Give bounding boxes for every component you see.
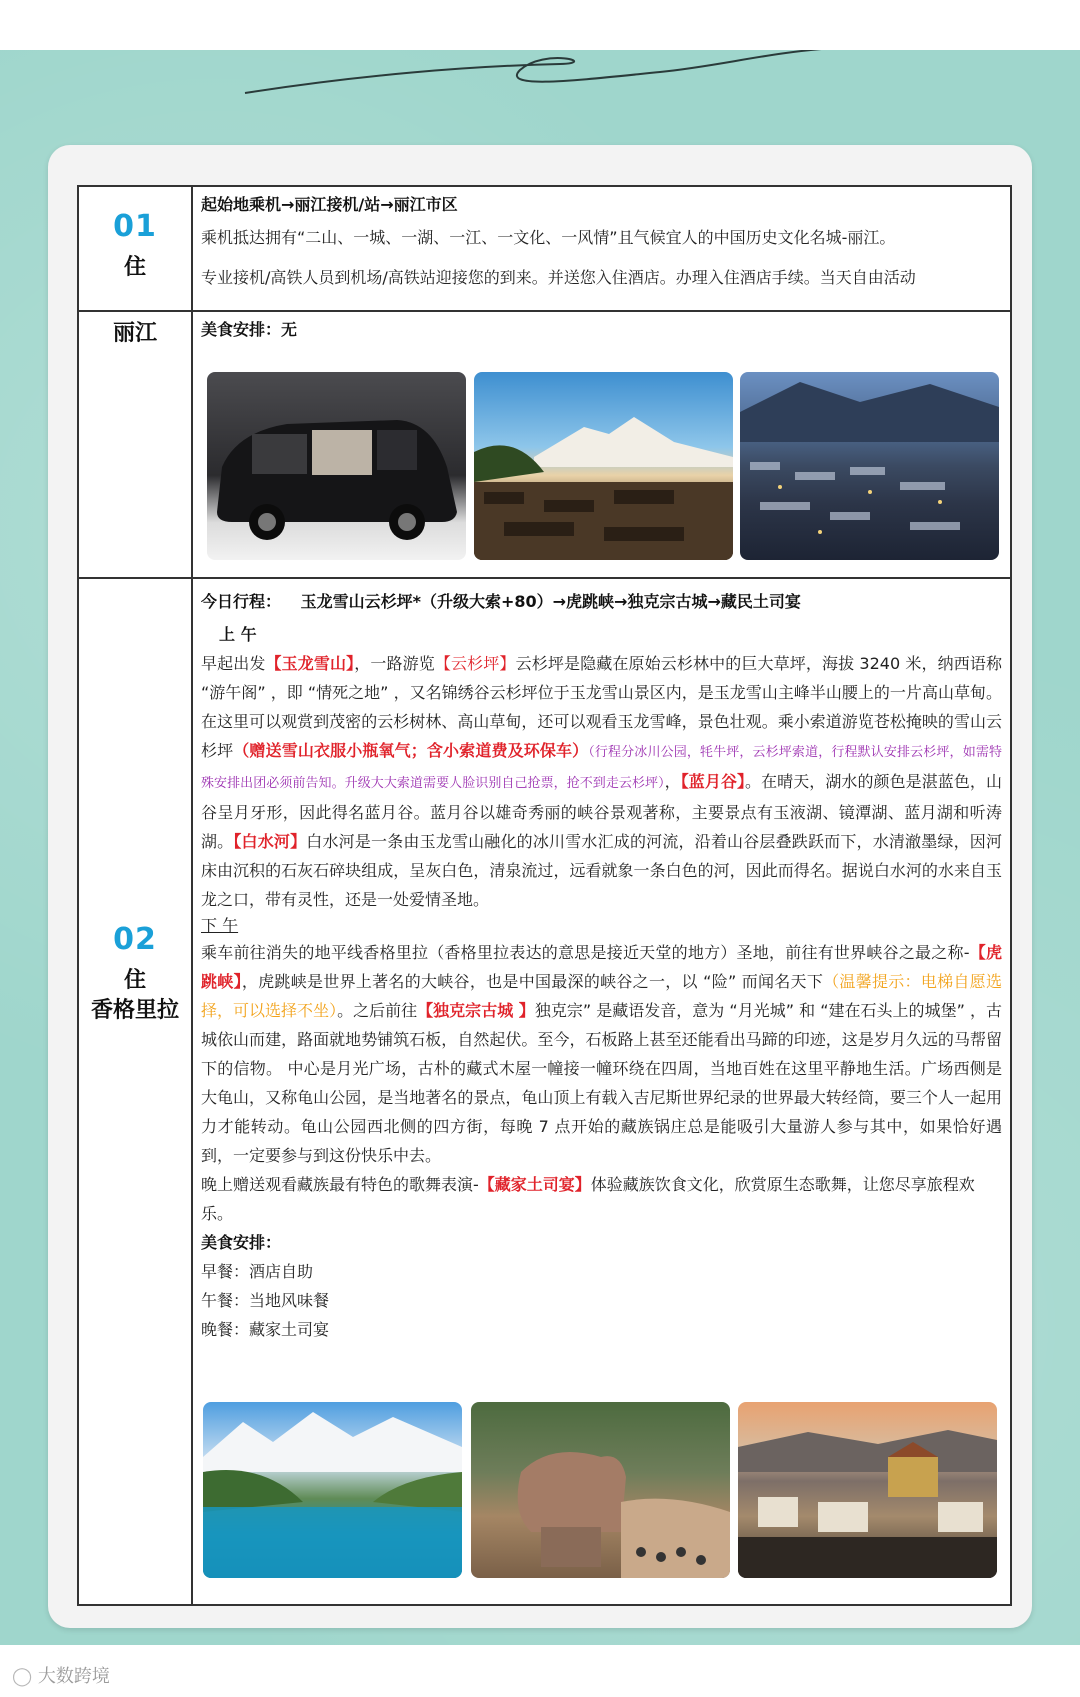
table-column-divider [191, 187, 193, 1604]
watermark-logo-icon: ◯ [12, 1666, 33, 1687]
day1-city: 丽江 [112, 321, 157, 346]
tag-blue-moon-valley: 【蓝月谷】 [680, 772, 746, 791]
photo-dukezong-old-town [738, 1402, 997, 1578]
tag-yunshan-meadow: 【云杉坪】 [434, 654, 516, 673]
route-note: （行程分冰川公园，牦牛坪，云杉坪索道，行程默认安排云杉坪，如需特殊安排出团必须前告知。升级大大索道需要人脸识别自己抢票，抢不到走云杉坪） [201, 745, 1002, 791]
day1-intro: 乘机抵达拥有“二山、一城、一湖、一江、一文化、一风情”且气候宜人的中国历史文化名城-丽江。 [201, 228, 896, 247]
day1-city-cell [79, 319, 191, 349]
day2-number: 02 [113, 922, 157, 957]
day2-content [201, 587, 1002, 1344]
lunch: 午餐：当地风味餐 [201, 1291, 330, 1310]
tag-white-water-river: 【白水河】 [233, 832, 307, 851]
gift-note: （赠送雪山衣服小瓶氧气；含小索道费及环保车） [233, 741, 589, 760]
breakfast: 早餐：酒店自助 [201, 1262, 314, 1281]
morning-text-6: 白水河是一条由玉龙雪山融化的冰川雪水汇成的河流，沿着山谷层叠跌跃而下，水清澈墨绿，因河床由沉积的石灰石碎块组成，呈灰白色，清泉流过，远看就象一条白色的河，因此而得名。据说白水河的水来自玉龙之口，带有灵性，还是一处爱情圣地。 [201, 832, 1002, 909]
afternoon-text-1: 乘车前往消失的地平线香格里拉（香格里拉表达的意思是接近天堂的地方）圣地，前往有世界峡谷之最之称- [201, 943, 970, 962]
photo-minivan [207, 372, 466, 560]
itinerary-text: 玉龙雪山云杉坪*（升级大索+80）→虎跳峡→独克宗古城→藏民土司宴 [300, 592, 801, 611]
table-row-divider [79, 310, 1010, 312]
itinerary-label: 今日行程： [201, 592, 282, 611]
itinerary-table [77, 185, 1012, 1606]
day1-content [201, 192, 1002, 298]
elevator-tip: （温馨提示：电梯自愿选择，可以选择不坐） [201, 972, 1002, 1020]
tag-dukezong-old-town: 【独克宗古城 】 [417, 1001, 535, 1020]
afternoon-label: 下 午 [201, 916, 239, 935]
day2-city: 香格里拉 [90, 998, 179, 1023]
day1-meal [201, 315, 1002, 344]
day1-route: 起始地乘机→丽江接机/站→丽江市区 [201, 195, 458, 214]
photo-lijiang-night-view [740, 372, 999, 560]
photo-tiger-leaping-gorge [471, 1402, 730, 1578]
morning-text-1: 早起出发 [201, 654, 266, 673]
afternoon-text-4: 独克宗” 是藏语发音，意为 “月光城” 和 “建在石头上的城堡” ，古城依山而建，路面就地势铺筑石板，自然起伏。至今，石板路上甚至还能看出马蹄的印迹，这是岁月久远的马帮留下的信物。 中心是月光广场，古朴的藏式木屋一幢接一幢环绕在四周，当地百姓在这里平静地生活。广场西侧是大龟山，又称龟山公园，是当地著名的景点，龟山顶上有载入吉尼斯世界纪录的世界最大转经筒，要三个人一起用力才能转动。龟山公园西北侧的四方街，每晚 7 点开始的藏族锅庄总是能吸引大量游人参与其中，如果恰好遇到，一定要参与到这份快乐中去。 [201, 1001, 1002, 1165]
evening-text-2: 体验藏族饮食文化，欣赏原生态歌舞，让您尽享旅程欢乐。 [201, 1175, 975, 1223]
meal-title: 美食安排： [201, 1233, 282, 1252]
tag-yulong-snow-mountain: 【玉龙雪山】 [265, 654, 355, 673]
afternoon-paragraph [201, 938, 1002, 1170]
morning-paragraph [201, 649, 1002, 914]
photo-blue-moon-valley [203, 1402, 462, 1578]
day1-pickup: 专业接机/高铁人员到机场/高铁站迎接您的到来。并送您入住酒店。办理入住酒店手续。当天自由活动 [201, 268, 916, 287]
day2-itinerary-line [201, 587, 1002, 616]
evening-text-1: 晚上赠送观看藏族最有特色的歌舞表演- [201, 1175, 479, 1194]
watermark [12, 1662, 110, 1688]
tag-tibetan-banquet: 【藏家土司宴】 [478, 1175, 591, 1194]
day1-label-cell [79, 209, 191, 283]
afternoon-text-2: ，虎跳峡是世界上著名的大峡谷，也是中国最深的峡谷之一，以 “险” 而闻名天下 [241, 972, 824, 991]
photo-snow-mountain-old-town [474, 372, 733, 560]
evening-paragraph [201, 1170, 1002, 1228]
day2-stay-label: 住 [123, 968, 146, 993]
morning-text-4: ， [664, 772, 681, 791]
day1-stay-label: 住 [123, 255, 146, 280]
table-row-divider [79, 577, 1010, 579]
day2-label-cell [79, 922, 191, 1026]
tag-tiger-leaping-gorge: 【虎跳峡】 [201, 943, 1002, 991]
watermark-text: 大数跨境 [37, 1666, 110, 1687]
morning-text-2: ，一路游览 [354, 654, 435, 673]
morning-text-5: 。在晴天，湖水的颜色是湛蓝色，山谷呈月牙形，因此得名蓝月谷。蓝月谷以雄奇秀丽的峡谷景观著称，主要景点有玉液湖、镜潭湖、蓝月湖和听涛湖。 [201, 772, 1002, 851]
decorative-swirl-line [0, 50, 1080, 160]
day1-meal-text: 美食安排：无 [201, 320, 298, 339]
morning-label: 上 午 [219, 625, 257, 644]
dinner: 晚餐：藏家土司宴 [201, 1320, 330, 1339]
day1-number: 01 [113, 209, 157, 244]
afternoon-text-3: 。之后前往 [337, 1001, 418, 1020]
morning-text-3: 云杉坪是隐藏在原始云杉林中的巨大草坪，海拔 3240 米，纳西语称 “游午阁” ，即 “情死之地” ，又名锦绣谷云杉坪位于玉龙雪山景区内，是玉龙雪山主峰半山腰上的一片高山草甸。在这里可以观赏到茂密的云杉树林、高山草甸，还可以观看玉龙雪峰，景色壮观。乘小索道游览苍松掩映的雪山云杉坪 [201, 654, 1002, 760]
